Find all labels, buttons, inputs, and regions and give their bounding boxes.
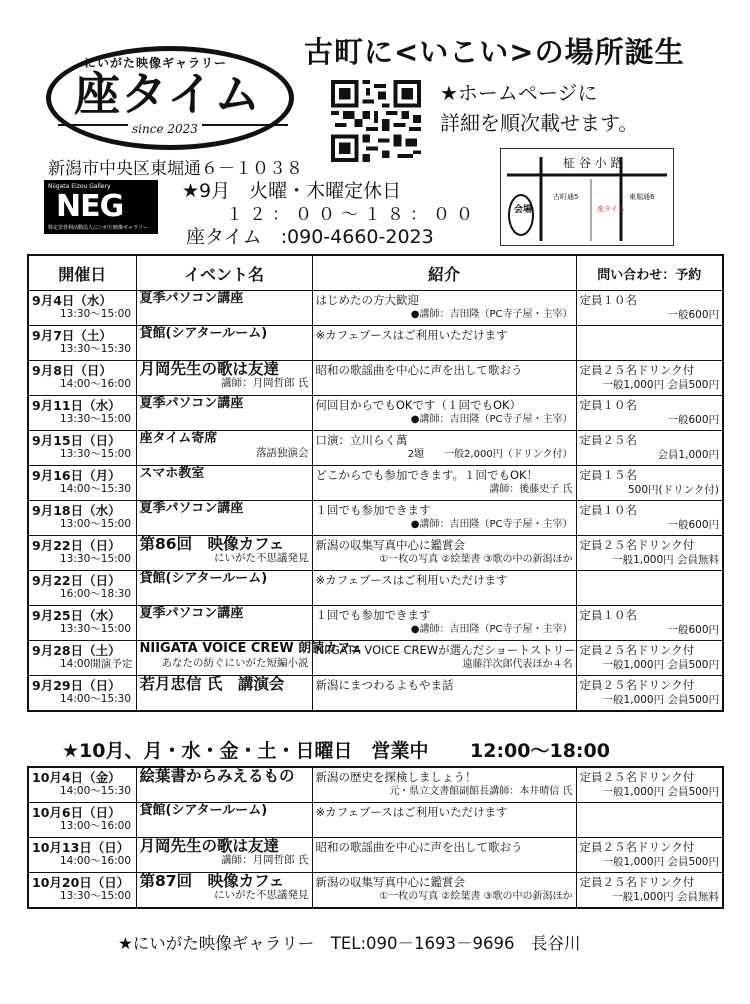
intro-text: 新潟の歴史を探検しましょう！ <box>315 770 477 784</box>
event-date: 10月13日（日） <box>32 840 130 855</box>
intro-cell <box>312 501 576 536</box>
date-cell <box>28 676 136 712</box>
intro-text: １回でも参加できます <box>315 608 431 622</box>
contact-cell <box>576 606 723 641</box>
date-cell <box>28 431 136 466</box>
intro-cell <box>312 803 576 838</box>
intro-text: ※カフェブースはご利用いただけます <box>315 805 508 819</box>
contact-cell <box>576 361 723 396</box>
table-row <box>28 767 723 803</box>
event-sub: あなたの紡ぐにいがた短編小説 <box>161 657 309 669</box>
event-date: 9月4日（水） <box>32 293 112 308</box>
intro-text: ※カフェブースはご利用いただけます <box>315 573 508 587</box>
date-cell <box>28 873 136 909</box>
intro-text: NIIGATA VOICE CREWが選んだショートストリー <box>315 643 576 657</box>
event-time: 14:00～15:30 <box>60 483 132 495</box>
event-name: 若月忠信 氏 講演会 <box>139 675 285 693</box>
table-row <box>28 466 723 501</box>
contact-price: 一般1,000円 会員無料 <box>612 891 719 903</box>
event-time: 14:00開演予定 <box>60 658 133 670</box>
contact-price: 一般1,000円 会員500円 <box>602 694 719 706</box>
contact-capacity: 定員２５名ドリンク付 <box>579 770 695 784</box>
contact-capacity: 定員２５名 <box>579 433 637 447</box>
event-time: 13:30～15:00 <box>60 413 132 425</box>
event-time: 13:30～15:00 <box>60 448 132 460</box>
intro-detail: ①一枚の写真 ②絵葉書 ③歌の中の新潟ほか <box>379 891 573 902</box>
event-date: 9月22日（日） <box>32 573 121 588</box>
qr-code-icon[interactable] <box>330 80 422 162</box>
date-cell <box>28 361 136 396</box>
intro-cell <box>312 396 576 431</box>
contact-price: 会員1,000円 <box>657 449 719 461</box>
event-date: 10月4日（金） <box>32 770 121 785</box>
event-date: 9月18日（水） <box>32 503 121 518</box>
date-cell <box>28 291 136 326</box>
intro-detail: 講師：後藤史子 氏 <box>489 484 573 495</box>
event-name: 座タイム寄席 <box>139 431 218 446</box>
contact-capacity: 定員２５名ドリンク付 <box>579 840 695 854</box>
business-hours: １２：００～１８：００ <box>226 205 479 225</box>
intro-cell <box>312 431 576 466</box>
intro-detail: 遠藤洋次郎代表ほか４名 <box>462 659 573 670</box>
event-cell <box>136 466 312 501</box>
contact-cell <box>576 431 723 466</box>
contact-price: 一般1,000円 会員無料 <box>612 554 719 566</box>
header-contact: 問い合わせ：予約 <box>576 255 723 291</box>
event-cell <box>136 606 312 641</box>
homepage-notice <box>440 78 638 138</box>
october-hours: 12:00～18:00 <box>470 740 610 762</box>
event-time: 13:30～15:00 <box>60 308 132 320</box>
table-row <box>28 501 723 536</box>
contact-price: 一般1,000円 会員500円 <box>602 856 719 868</box>
contact-capacity <box>580 571 720 573</box>
contact-cell <box>576 641 723 676</box>
event-date: 9月16日（月） <box>32 468 121 483</box>
intro-cell <box>312 676 576 712</box>
table-row <box>28 838 723 873</box>
event-name: 夏季パソコン講座 <box>139 291 244 306</box>
event-time: 14:00～15:30 <box>60 785 132 797</box>
october-banner: ★10月、月・水・金・土・日曜日 営業中 <box>62 740 429 762</box>
event-name: 月岡先生の歌は友達 <box>139 837 280 855</box>
contact-capacity: 定員２５名ドリンク付 <box>579 363 695 377</box>
table-row <box>28 606 723 641</box>
table-row <box>28 291 723 326</box>
contact-price: 一般600円 <box>667 624 719 636</box>
event-time: 13:30～15:00 <box>60 553 132 565</box>
intro-cell <box>312 361 576 396</box>
contact-cell <box>576 291 723 326</box>
table-row <box>28 361 723 396</box>
event-time: 13:00～16:00 <box>60 820 132 832</box>
event-time: 14:00～15:30 <box>60 693 132 705</box>
table-row <box>28 396 723 431</box>
event-date: 9月25日（水） <box>32 608 121 623</box>
table-row <box>28 571 723 606</box>
event-time: 13:30～15:30 <box>60 343 132 355</box>
logo-title: 座タイム <box>74 67 262 121</box>
event-time: 13:00～15:00 <box>60 518 132 530</box>
event-sub: にいがた不思議発見 <box>214 889 309 901</box>
intro-detail: ●講師：吉田隆（PC寺子屋・主宰） <box>410 624 573 635</box>
map-venue-mark: 座タイム <box>597 205 625 213</box>
notice-line-1: ★ホームページに <box>440 81 598 105</box>
neg-logo-text: NEG <box>56 189 124 224</box>
event-sub: にいがた不思議発見 <box>214 552 309 564</box>
date-cell <box>28 641 136 676</box>
contact-capacity <box>580 803 720 805</box>
table-header-row <box>28 255 723 291</box>
intro-detail: 2題 一般2,000円（ドリンク付） <box>407 449 573 460</box>
address: 新潟市中央区東堀通６－１０３８ <box>48 159 303 179</box>
contact-capacity: 定員１０名 <box>579 608 637 622</box>
date-cell <box>28 396 136 431</box>
map-right-road: 東堀通6 <box>629 193 655 201</box>
event-name: 絵葉書からみえるもの <box>139 767 295 785</box>
logo-since: since 2023 <box>128 122 202 136</box>
table-row <box>28 803 723 838</box>
contact-price: 一般600円 <box>667 309 719 321</box>
contact-cell <box>576 676 723 712</box>
date-cell <box>28 326 136 361</box>
intro-detail: ●講師：吉田隆（PC寺子屋・主宰） <box>410 414 573 425</box>
event-name: スマホ教室 <box>139 466 205 481</box>
contact-price: 500円(ドリンク付) <box>627 484 719 496</box>
event-time: 16:00～18:30 <box>60 588 132 600</box>
event-name: 夏季パソコン講座 <box>139 501 244 516</box>
event-date: 9月28日（土） <box>32 643 121 658</box>
contact-cell <box>576 767 723 803</box>
table-row <box>28 431 723 466</box>
event-cell <box>136 803 312 838</box>
map-venue-label: 会場 <box>514 205 533 215</box>
contact-cell <box>576 396 723 431</box>
event-date: 9月7日（土） <box>32 328 112 343</box>
event-name: 夏季パソコン講座 <box>139 606 244 621</box>
event-cell <box>136 641 363 676</box>
date-cell <box>28 606 136 641</box>
event-time: 13:30～15:00 <box>60 890 132 902</box>
contact-capacity: 定員２５名ドリンク付 <box>579 875 695 889</box>
contact-capacity: 定員２５名ドリンク付 <box>579 538 695 552</box>
header-date: 開催日 <box>28 255 136 291</box>
intro-detail: ●講師：吉田隆（PC寺子屋・主宰） <box>410 519 573 530</box>
contact-price: 一般600円 <box>667 414 719 426</box>
intro-cell <box>312 571 576 606</box>
event-name: 第87回 映像カフェ <box>139 872 285 890</box>
contact-capacity: 定員１０名 <box>579 398 637 412</box>
table-row <box>28 873 723 909</box>
intro-text: 新潟にまつわるよもやま話 <box>315 678 454 692</box>
map-left-road: 古町通5 <box>553 193 579 201</box>
intro-cell <box>312 291 576 326</box>
intro-cell <box>312 536 576 571</box>
event-date: 9月15日（日） <box>32 433 121 448</box>
event-cell <box>136 676 312 712</box>
contact-capacity: 定員１０名 <box>579 503 637 517</box>
intro-text: 昭和の歌謡曲を中心に声を出して歌おう <box>315 840 523 854</box>
intro-cell <box>312 466 576 501</box>
event-name: 第86回 映像カフェ <box>139 535 285 553</box>
intro-text: １回でも参加できます <box>315 503 431 517</box>
event-date: 10月20日（日） <box>32 875 130 890</box>
event-cell <box>136 326 312 361</box>
header-event: イベント名 <box>136 255 312 291</box>
event-time: 14:00～16:00 <box>60 378 132 390</box>
intro-detail: ●講師：吉田隆（PC寺子屋・主宰） <box>410 309 573 320</box>
event-cell <box>136 873 312 909</box>
notice-line-2: 詳細を順次載せます。 <box>440 111 639 135</box>
date-cell <box>28 571 136 606</box>
contact-cell <box>576 466 723 501</box>
event-name: 貸館(シアタールーム) <box>139 571 268 586</box>
event-cell <box>136 501 312 536</box>
header-intro: 紹介 <box>312 255 576 291</box>
contact-price: 一般1,000円 会員500円 <box>602 786 719 798</box>
event-name: NIIGATA VOICE CREW 朗読カフェ <box>139 641 363 656</box>
table-row <box>28 676 723 712</box>
contact-capacity: 定員１５名 <box>579 468 637 482</box>
intro-cell <box>312 326 576 361</box>
contact-price: 一般1,000円 会員500円 <box>602 659 719 671</box>
event-date: 9月11日（水） <box>32 398 121 413</box>
table-row <box>28 326 723 361</box>
table-row <box>28 536 723 571</box>
intro-detail: ①一枚の写真 ②絵葉書 ③歌の中の新潟ほか <box>379 554 573 565</box>
event-sub: 落語独演会 <box>256 447 309 459</box>
intro-text: ※カフェブースはご利用いただけます <box>315 328 508 342</box>
footer-contact: ★にいがた映像ギャラリー TEL:090－1693－9696 長谷川 <box>118 934 581 953</box>
event-sub: 講師：月岡哲郎 氏 <box>221 854 309 866</box>
date-cell <box>28 838 136 873</box>
contact-cell <box>576 803 723 838</box>
event-cell <box>136 767 312 803</box>
event-time: 14:00～16:00 <box>60 855 132 867</box>
intro-detail: 元・県立文書館副館長講師：本井晴信 氏 <box>389 786 573 797</box>
contact-price: 一般600円 <box>667 519 719 531</box>
contact-capacity <box>580 326 720 328</box>
event-name: 月岡先生の歌は友達 <box>139 360 280 378</box>
event-name: 貸館(シアタールーム) <box>139 326 268 341</box>
neg-logo-top-text: Niigata Eizou Gallery <box>48 183 111 190</box>
event-name: 貸館(シアタールーム) <box>139 803 268 818</box>
date-cell <box>28 767 136 803</box>
event-cell <box>136 838 312 873</box>
event-sub: 講師：月岡哲郎 氏 <box>221 377 309 389</box>
contact-capacity: 定員１０名 <box>579 293 637 307</box>
logo-subtitle: にいがた映像ギャラリー <box>84 56 228 70</box>
headline: 古町に<いこい>の場所誕生 <box>304 35 685 69</box>
intro-cell <box>312 606 576 641</box>
phone-number[interactable]: 座タイム :090-4660-2023 <box>186 226 434 248</box>
intro-text: 口演：立川らく萬 <box>315 433 408 447</box>
contact-cell <box>576 838 723 873</box>
intro-text: 何回目からでもOKです（１回でもOK） <box>315 398 522 412</box>
event-date: 9月8日（日） <box>32 363 112 378</box>
intro-text: 昭和の歌謡曲を中心に声を出して歌おう <box>315 363 523 377</box>
intro-cell <box>312 767 576 803</box>
contact-cell <box>576 873 723 909</box>
neg-logo-bottom-text: 特定非営利活動法人にいがた映像ギャラリー <box>48 225 149 231</box>
intro-cell <box>312 838 576 873</box>
intro-cell <box>312 873 576 909</box>
closed-days: ★9月 火曜・木曜定休日 <box>182 180 402 202</box>
map-street-label: 柾 谷 小 路 <box>563 156 623 170</box>
event-time: 13:30～15:00 <box>60 623 132 635</box>
event-cell <box>136 536 312 571</box>
event-cell <box>136 431 312 466</box>
date-cell <box>28 501 136 536</box>
event-cell <box>136 291 312 326</box>
event-cell <box>136 571 312 606</box>
contact-price: 一般1,000円 会員500円 <box>602 379 719 391</box>
september-schedule-table <box>27 254 724 712</box>
table-row <box>28 641 723 676</box>
date-cell <box>28 803 136 838</box>
event-date: 9月29日（日） <box>32 678 121 693</box>
contact-cell <box>576 536 723 571</box>
intro-text: はじめたの方大歓迎 <box>315 293 419 307</box>
october-schedule-table <box>27 766 724 909</box>
event-name: 夏季パソコン講座 <box>139 396 244 411</box>
event-date: 9月22日（日） <box>32 538 121 553</box>
event-date: 10月6日（日） <box>32 805 121 820</box>
date-cell <box>28 466 136 501</box>
contact-capacity: 定員２５名ドリンク付 <box>579 678 695 692</box>
contact-capacity: 定員２５名ドリンク付 <box>579 643 695 657</box>
intro-text: 新潟の収集写真中心に鑑賞会 <box>315 538 465 552</box>
intro-cell <box>312 641 576 676</box>
intro-text: 新潟の収集写真中心に鑑賞会 <box>315 875 465 889</box>
date-cell <box>28 536 136 571</box>
contact-cell <box>576 571 723 606</box>
event-cell <box>136 396 312 431</box>
event-cell <box>136 361 312 396</box>
intro-text: どこからでも参加できます。１回でもOK！ <box>315 468 539 482</box>
contact-cell <box>576 501 723 536</box>
location-map <box>500 148 674 246</box>
contact-cell <box>576 326 723 361</box>
